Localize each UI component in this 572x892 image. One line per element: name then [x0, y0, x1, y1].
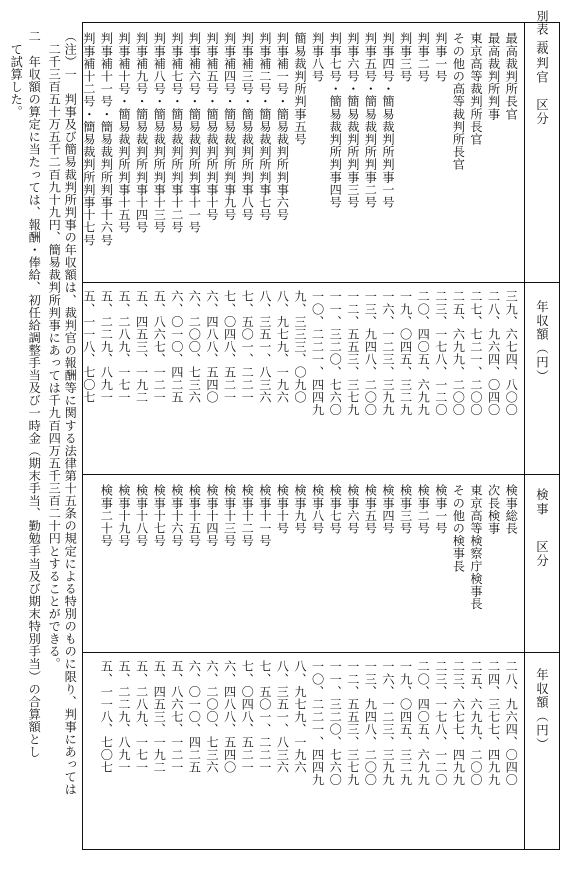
- prosecutor-salary-text: 八、九七九、一九六: [293, 660, 307, 774]
- judge-salary-text: 五、四五三、一九二: [134, 290, 149, 404]
- judge-salary-text: 六、〇一〇、四二五: [169, 290, 184, 404]
- judge-salary-text: 二七、七二一、二〇〇: [469, 290, 483, 416]
- prosecutor-salary-text: 五、一一八、七〇七: [99, 660, 114, 774]
- heading-column-divider: [524, 22, 525, 850]
- note-line: 二千三百五十万五千二百九十九円、簡易裁判所判事にあっては千九百四万五千三百二十円とすることができる。: [47, 30, 62, 671]
- judge-salary-text: 六、四八八、五四〇: [205, 290, 219, 404]
- prosecutor-category-text: 検事四号: [381, 484, 395, 535]
- judge-category-text: 判事二号: [416, 32, 431, 83]
- judge-salary-text: 二〇、四〇五、六九九: [416, 290, 431, 416]
- prosecutor-category-text: 検事七号: [328, 484, 343, 535]
- prosecutor-salary-text: 五、二八九、一七一: [134, 660, 149, 774]
- judge-salary-text: 八、九七九、一九六: [275, 290, 290, 404]
- prosecutor-category-text: 検事五号: [363, 484, 378, 535]
- judge-salary-text: 二三、一七八、一二〇: [433, 290, 448, 416]
- judge-salary-text: 一六、一二三、三九九: [381, 290, 395, 416]
- prosecutor-salary-text: 五、八六七、一二一: [169, 660, 184, 774]
- judge-category-text: 東京高等裁判所長官: [469, 32, 483, 146]
- judge-category-text: 判事六号・簡易裁判所判事三号: [345, 32, 360, 209]
- prosecutor-category-text: その他の検事長: [451, 484, 466, 573]
- prosecutors-heading: 検事: [534, 488, 550, 517]
- judges-division-header: 区分: [534, 98, 550, 126]
- prosecutor-category-text: 検事九号: [293, 484, 307, 535]
- prosecutor-category-text: 検事十六号: [169, 484, 184, 547]
- prosecutor-salary-text: 七、〇四八、五二一: [240, 660, 255, 774]
- prosecutor-category-text: 検事六号: [345, 484, 360, 535]
- judge-category-text: 判事補四号・簡易裁判所判事九号: [222, 32, 237, 221]
- judge-category-text: 判事四号・簡易裁判所判事一号: [381, 32, 395, 209]
- judge-salary-text: 一三、九四八、二〇〇: [363, 290, 378, 416]
- judge-category-text: 判事補六号・簡易裁判所判事十一号: [187, 32, 202, 234]
- prosecutor-category-text: 検事十二号: [240, 484, 255, 547]
- judge-category-text: 判事補一号・簡易裁判所判事六号: [275, 32, 290, 221]
- prosecutor-category-text: 検事二号: [416, 484, 431, 535]
- judges-salary-header: 年収額（円）: [534, 300, 550, 384]
- prosecutor-salary-text: 二三、六七七、四九九: [451, 660, 466, 786]
- prosecutor-salary-text: 一〇、二二一、四四九: [310, 660, 325, 786]
- judge-salary-text: 五、八六七、一二一: [152, 290, 167, 404]
- judge-category-text: 判事補十二号・簡易裁判所判事十七号: [81, 32, 96, 247]
- judge-salary-text: 五、二二九、八九一: [99, 290, 114, 404]
- note-line: （注）一 判事及び簡易裁判所判事の年収額は、裁判官の報酬等に関する法律第十五条の規定による特別のものに限り、判事にあっては: [63, 30, 78, 796]
- prosecutor-salary-text: 二八、九六四、〇四〇: [504, 660, 519, 786]
- judge-category-text: 判事五号・簡易裁判所判事二号: [363, 32, 378, 209]
- judge-salary-text: 一一、三二〇、七六〇: [328, 290, 343, 416]
- note-line: 二 年収額の算定に当たっては、報酬・俸給、初任給調整手当及び一時金（期末手当、勤勉手当及び期末特別手当）の合算額とし: [27, 30, 42, 758]
- prosecutor-category-text: 次長検事: [486, 484, 501, 535]
- judge-salary-text: 一二、五五三、三七九: [345, 290, 360, 416]
- prosecutor-salary-text: 一九、〇四五、三二九: [398, 660, 413, 786]
- sheet-label: 別表一: [535, 10, 549, 49]
- prosecutor-salary-text: 六、四八八、五四〇: [222, 660, 237, 774]
- section-divider: [82, 474, 560, 475]
- judge-category-text: 判事補十号・簡易裁判所判事十五号: [117, 32, 131, 234]
- judge-salary-text: 三九、六七四、八〇〇: [504, 290, 519, 416]
- judge-salary-text: 一〇、二二一、四四九: [310, 290, 325, 416]
- prosecutor-salary-text: 七、五〇一、二二一: [257, 660, 272, 774]
- prosecutor-salary-text: 五、四五三、一九二: [152, 660, 167, 774]
- judges-heading: 裁判官: [534, 42, 550, 86]
- judge-category-text: 判事補五号・簡易裁判所判事十号: [205, 32, 219, 221]
- prosecutor-category-text: 検事一号: [433, 484, 448, 535]
- prosecutor-salary-text: 五、二二九、八九一: [117, 660, 131, 774]
- judge-salary-text: 五、二八九、一七一: [117, 290, 131, 404]
- judge-category-text: 判事七号・簡易裁判所判事四号: [328, 32, 343, 209]
- prosecutors-salary-header: 年収額（円）: [534, 668, 550, 752]
- judge-salary-text: 九、三三三、〇九〇: [293, 290, 307, 404]
- prosecutors-salary-divider: [82, 652, 560, 653]
- judge-category-text: その他の高等裁判所長官: [451, 32, 466, 171]
- prosecutor-salary-text: 一二、五五三、三七九: [345, 660, 360, 786]
- prosecutors-division-header: 区分: [534, 540, 550, 568]
- prosecutor-category-text: 検事十九号: [117, 484, 131, 547]
- judge-category-text: 判事補十一号・簡易裁判所判事十六号: [99, 32, 114, 247]
- judge-category-text: 判事補三号・簡易裁判所判事八号: [240, 32, 255, 221]
- judges-salary-divider: [82, 282, 560, 283]
- prosecutor-category-text: 検事十三号: [222, 484, 237, 547]
- prosecutor-salary-text: 一六、一二三、三九九: [381, 660, 395, 786]
- judge-category-text: 判事補二号・簡易裁判所判事七号: [257, 32, 272, 221]
- judge-category-text: 判事八号: [310, 32, 325, 83]
- judge-salary-text: 二五、六九九、二〇〇: [451, 290, 466, 416]
- judge-category-text: 判事補七号・簡易裁判所判事十二号: [169, 32, 184, 234]
- prosecutor-salary-text: 六、〇一〇、四二五: [187, 660, 202, 774]
- prosecutor-salary-text: 二〇、四〇五、六九九: [416, 660, 431, 786]
- judge-salary-text: 二八、九六四、〇四〇: [486, 290, 501, 416]
- prosecutor-category-text: 検事総長: [504, 484, 519, 535]
- judge-category-text: 最高裁判所長官: [504, 32, 519, 121]
- prosecutor-category-text: 検事二十号: [99, 484, 114, 547]
- judge-salary-text: 七、〇四八、五二一: [222, 290, 237, 404]
- prosecutor-salary-text: 六、二〇〇、七三六: [205, 660, 219, 774]
- judge-salary-text: 七、五〇一、二二一: [240, 290, 255, 404]
- prosecutor-salary-text: 一三、九四八、二〇〇: [363, 660, 378, 786]
- prosecutor-salary-text: 二四、三七七、四九九: [486, 660, 501, 786]
- judge-salary-text: 八、三五一、八三六: [257, 290, 272, 404]
- prosecutor-category-text: 検事十五号: [187, 484, 202, 547]
- judge-category-text: 判事一号: [433, 32, 448, 83]
- prosecutor-salary-text: 二五、六九九、二〇〇: [469, 660, 483, 786]
- judge-category-text: 判事三号: [398, 32, 413, 83]
- prosecutor-category-text: 東京高等検察庁検事長: [469, 484, 483, 610]
- note-line: て試算した。: [9, 30, 24, 118]
- prosecutor-category-text: 検事三号: [398, 484, 413, 535]
- prosecutor-salary-text: 二三、一七八、一二〇: [433, 660, 448, 786]
- prosecutor-salary-text: 八、三五一、八三六: [275, 660, 290, 774]
- prosecutor-category-text: 検事十八号: [134, 484, 149, 547]
- prosecutor-category-text: 検事十号: [275, 484, 290, 535]
- judge-salary-text: 五、一一八、七〇七: [81, 290, 96, 404]
- prosecutor-category-text: 検事十一号: [257, 484, 272, 547]
- judge-category-text: 判事補八号・簡易裁判所判事十三号: [152, 32, 167, 234]
- prosecutor-category-text: 検事十七号: [152, 484, 167, 547]
- judge-salary-text: 一九、〇四五、三二九: [398, 290, 413, 416]
- judge-category-text: 最高裁判所判事: [486, 32, 501, 121]
- judge-salary-text: 六、二〇〇、七三六: [187, 290, 202, 404]
- judge-category-text: 簡易裁判所判事五号: [293, 32, 307, 146]
- prosecutor-salary-text: 一一、三二〇、七六〇: [328, 660, 343, 786]
- judge-category-text: 判事補九号・簡易裁判所判事十四号: [134, 32, 149, 234]
- prosecutor-category-text: 検事十四号: [205, 484, 219, 547]
- prosecutor-category-text: 検事八号: [310, 484, 325, 535]
